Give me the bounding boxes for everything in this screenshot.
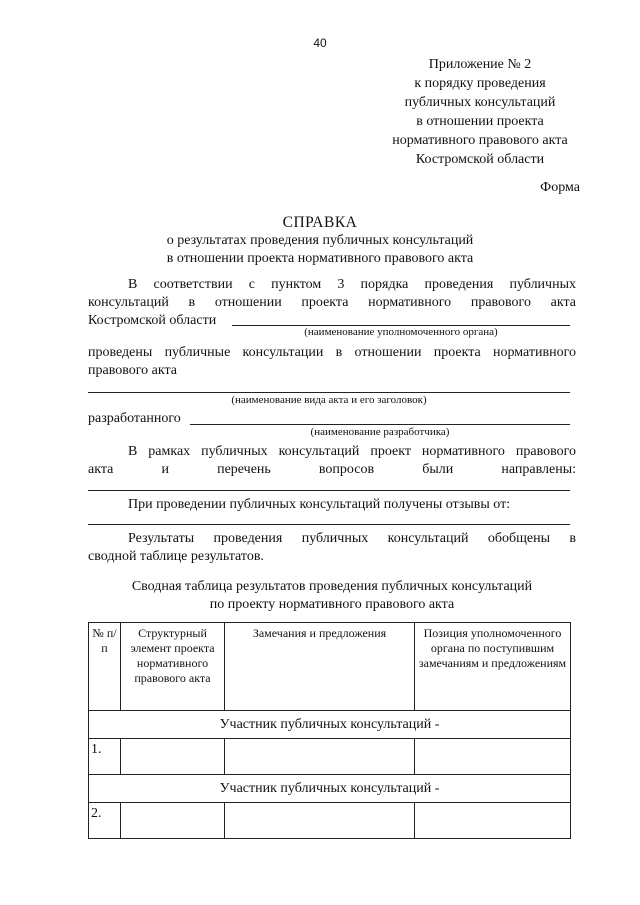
appendix-line: нормативного правового акта — [392, 133, 568, 148]
participant-label: Участник публичных консультаций - — [89, 711, 571, 739]
row-number: 1. — [89, 739, 121, 775]
row-cell[interactable] — [121, 803, 225, 839]
appendix-block — [360, 55, 600, 169]
row-cell[interactable] — [121, 739, 225, 775]
participant-label: Участник публичных консультаций - — [89, 775, 571, 803]
appendix-line: Костромской области — [415, 152, 545, 167]
paragraph-results — [88, 530, 576, 566]
row-cell[interactable] — [415, 739, 571, 775]
para1-line1: В соответствии с пунктом 3 порядка проведения публичных — [128, 277, 576, 292]
hint-act: (наименование вида акта и его заголовок) — [231, 394, 427, 406]
summary-table — [88, 622, 571, 839]
document-subtitle — [0, 232, 640, 268]
table-header-row — [89, 623, 571, 711]
developed-label: разработанного — [88, 411, 181, 426]
appendix-line: к порядку проведения — [414, 76, 546, 91]
paragraph-organ — [88, 276, 576, 330]
form-label: Форма — [540, 180, 580, 195]
header-number: № п/п — [89, 623, 121, 711]
row-cell[interactable] — [225, 739, 415, 775]
developer-blank-line[interactable] — [190, 424, 570, 425]
row-cell[interactable] — [415, 803, 571, 839]
table-caption-line2: по проекту нормативного правового акта — [209, 597, 455, 612]
feedback-blank-line[interactable] — [88, 524, 570, 525]
header-remarks: Замечания и предложения — [225, 623, 415, 711]
row-number: 2. — [89, 803, 121, 839]
row-cell[interactable] — [225, 803, 415, 839]
para5-line2: сводной таблице результатов. — [88, 549, 264, 564]
hint-developer: (наименование разработчика) — [310, 426, 450, 438]
paragraph-sent — [88, 443, 576, 479]
para3-line2: акта и перечень вопросов были направлены: — [88, 462, 576, 477]
para3-line1: В рамках публичных консультаций проект нормативного правового — [128, 444, 576, 459]
paragraph-feedback — [88, 496, 576, 514]
table-row — [89, 739, 571, 775]
hint-organ: (наименование уполномоченного органа) — [304, 326, 498, 338]
act-blank-line[interactable] — [88, 392, 570, 393]
document-title: СПРАВКА — [282, 214, 358, 231]
para1-line2: консультаций в отношении проекта нормативного правового акта — [88, 295, 576, 310]
para2-line2: правового акта — [88, 363, 177, 378]
appendix-line: Приложение № 2 — [428, 57, 532, 72]
sent-blank-line[interactable] — [88, 490, 570, 491]
header-position: Позиция уполномоченного органа по поступившим замечаниям и предложениям — [415, 623, 571, 711]
page-number: 40 — [313, 36, 327, 50]
participant-row — [89, 711, 571, 739]
para2-line1: проведены публичные консультации в отношении проекта нормативного — [88, 345, 576, 360]
table-caption-line1: Сводная таблица результатов проведения публичных консультаций — [131, 579, 533, 594]
subtitle-line-1: о результатах проведения публичных консультаций — [166, 233, 474, 248]
appendix-line: публичных консультаций — [404, 95, 556, 110]
para1-line3: Костромской области — [88, 313, 217, 328]
para5-line1: Результаты проведения публичных консультаций обобщены в — [128, 531, 576, 546]
paragraph-act — [88, 344, 576, 380]
para4-line: При проведении публичных консультаций получены отзывы от: — [128, 497, 511, 512]
participant-row — [89, 775, 571, 803]
subtitle-line-2: в отношении проекта нормативного правового акта — [166, 251, 474, 266]
table-caption — [88, 578, 576, 614]
table-row — [89, 803, 571, 839]
header-structural-element: Структурный элемент проекта нормативного правового акта — [121, 623, 225, 711]
appendix-line: в отношении проекта — [416, 114, 544, 129]
